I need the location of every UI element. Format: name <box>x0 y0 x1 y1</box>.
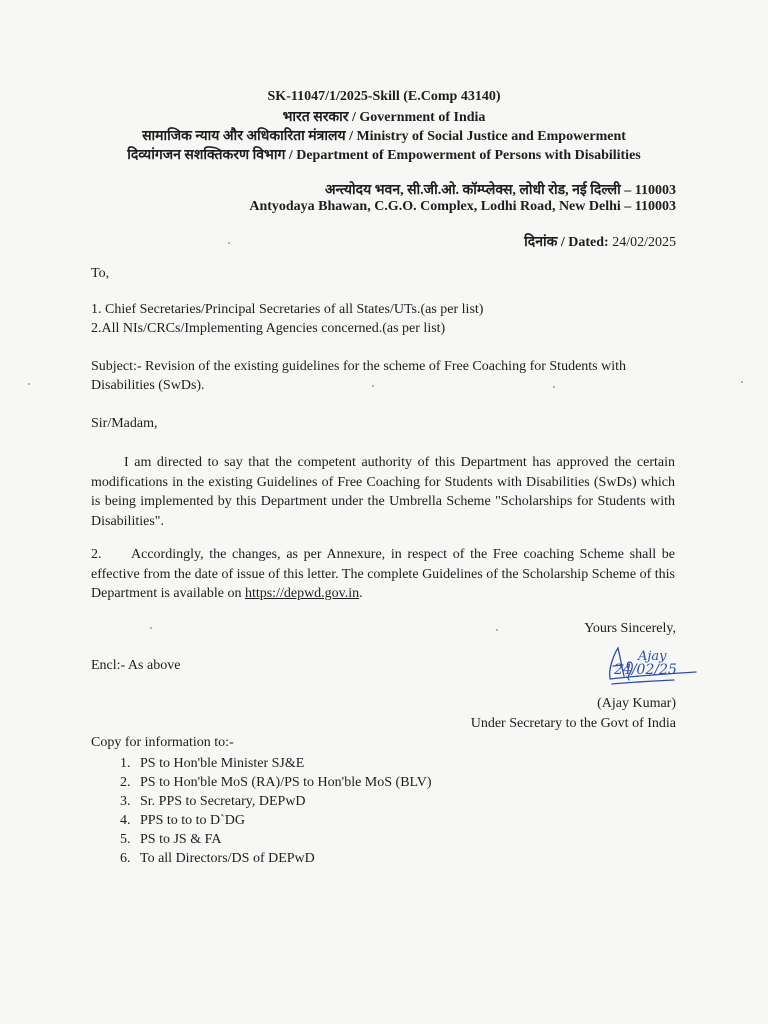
scan-speck <box>228 242 230 244</box>
signature-date: 24/02/25 <box>614 662 677 678</box>
department-line: दिव्यांगजन सशक्तिकरण विभाग / Department of Empowerment of Persons with Disabilities <box>127 148 641 163</box>
copy-item: 5. PS to JS & FA <box>134 830 432 849</box>
closing: Yours Sincerely, <box>584 621 676 636</box>
date-label: दिनांक / Dated: <box>524 235 609 250</box>
scan-speck <box>741 381 743 383</box>
ministry-line: सामाजिक न्याय और अधिकारिता मंत्रालय / Ministry of Social Justice and Empowerment <box>142 129 626 144</box>
subject-line-2: Disabilities (SwDs). <box>91 378 205 393</box>
scan-speck <box>553 386 555 388</box>
copy-item: 4. PPS to to to D`DG <box>134 811 432 830</box>
address-english: Antyodaya Bhawan, C.G.O. Complex, Lodhi Road, New Delhi – 110003 <box>249 199 676 214</box>
paragraph-2-number: 2. <box>91 547 102 562</box>
address-hindi: अन्त्योदय भवन, सी.जी.ओ. कॉम्प्लेक्स, लोधी रोड, नई दिल्ली – 110003 <box>324 183 676 198</box>
paragraph-2-end: . <box>359 586 363 601</box>
date-value: 24/02/2025 <box>612 235 676 250</box>
paragraph-2 <box>91 545 675 604</box>
copy-item: 2. PS to Hon'ble MoS (RA)/PS to Hon'ble MoS (BLV) <box>134 773 432 792</box>
scan-speck <box>496 629 498 631</box>
date-line <box>524 232 676 251</box>
copy-item: 1. PS to Hon'ble Minister SJ&E <box>134 754 432 773</box>
recipient-2: 2.All NIs/CRCs/Implementing Agencies concerned.(as per list) <box>91 321 446 336</box>
recipient-1: 1. Chief Secretaries/Principal Secretaries of all States/UTs.(as per list) <box>91 302 484 317</box>
copy-heading: Copy for information to:- <box>91 735 234 750</box>
signatory-designation: Under Secretary to the Govt of India <box>470 716 676 731</box>
depwd-website-link[interactable]: https://depwd.gov.in <box>244 586 360 601</box>
enclosure: Encl:- As above <box>91 658 181 673</box>
salutation: Sir/Madam, <box>91 416 158 431</box>
signature <box>604 640 702 688</box>
copy-item: 6. To all Directors/DS of DEPwD <box>134 849 432 868</box>
paragraph-2-text: Accordingly, the changes, as per Annexure, in respect of the Free coaching Scheme shall be effective from the date of issue of this letter. The complete Guidelines of the Scholarship Scheme of this Department is available on <box>91 547 675 601</box>
scan-speck <box>28 383 30 385</box>
scan-speck <box>150 627 152 629</box>
to-label: To, <box>91 266 110 281</box>
subject-line-1: Subject:- Revision of the existing guidelines for the scheme of Free Coaching for Students with <box>91 359 627 374</box>
copy-item: 3. Sr. PPS to Secretary, DEPwD <box>134 792 432 811</box>
scan-speck <box>372 385 374 387</box>
signature-name: Ajay <box>638 649 667 664</box>
paragraph-1: I am directed to say that the competent authority of this Department has approved the certain modifications in the existing Guidelines of Free Coaching for Students with Disabilities (SwDs) which is being implemented by this Department under the Umbrella Scheme "Scholarships for Students with Disabilities". <box>91 455 675 529</box>
government-line: भारत सरकार / Government of India <box>282 110 486 125</box>
copy-list <box>91 754 432 868</box>
reference-number: SK-11047/1/2025-Skill (E.Comp 43140) <box>267 89 501 104</box>
signatory-name: (Ajay Kumar) <box>597 696 676 711</box>
